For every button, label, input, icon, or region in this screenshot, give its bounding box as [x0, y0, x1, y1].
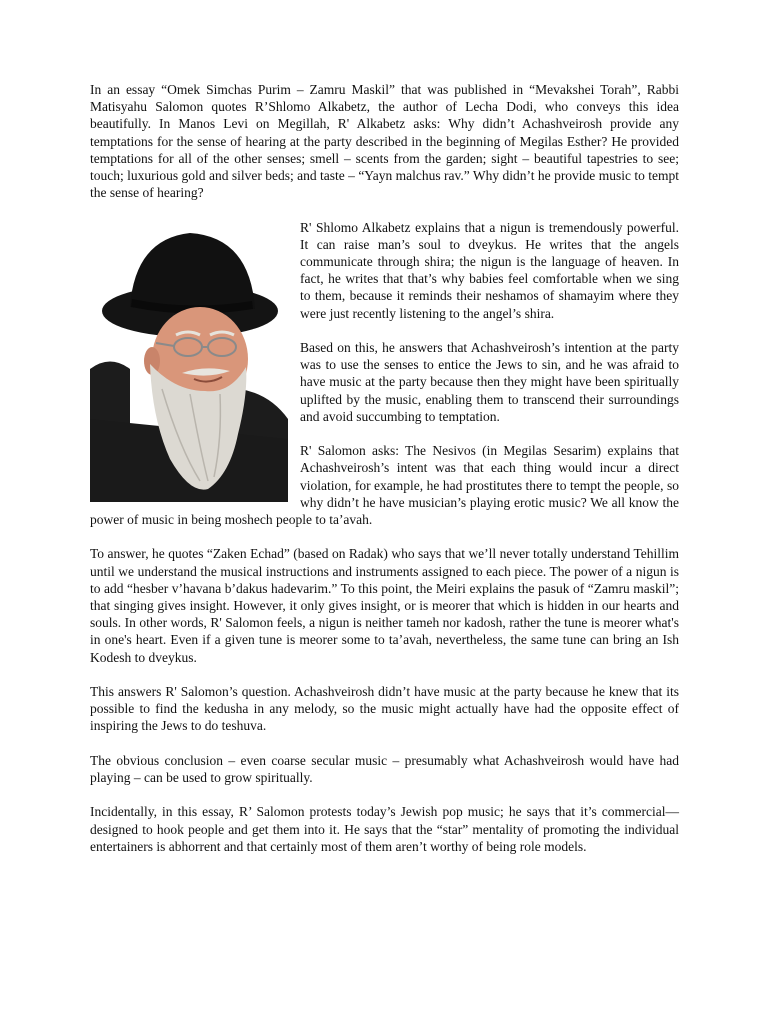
paragraph-intro: In an essay “Omek Simchas Purim – Zamru Maskil” that was published in “Mevakshei Torah”, Rabbi Matisyahu Salomon quotes R’Shlomo Alkabetz, the author of Lecha Dodi, who conveys this idea beautifully. In Manos Levi on Megillah, R' Alkabetz asks: Why didn’t Achashveirosh provide any temptations for the sense of hearing at the party described in the beginning of Megilas Esther? He provided temptations for all of the other senses; smell – scents from the garden; sight – beautiful tapestries to see; touch; luxurious gold and silver beds; and taste – “Yayn malchus rav.” Why didn’t he provide music to tempt the sense of hearing? [90, 82, 679, 201]
paragraph-conclusion: The obvious conclusion – even coarse secular music – presumably what Achashveirosh would have had playing – can be used to grow spiritually. [90, 752, 679, 786]
document-body [90, 81, 679, 872]
paragraph-answers-question: This answers R' Salomon’s question. Achashveirosh didn’t have music at the party because he knew that its possible to find the kedusha in any melody, so the music might actually have had the opposite effect of inspiring the Jews to do teshuva. [90, 684, 679, 734]
portrait-image [90, 219, 288, 502]
paragraph-zaken-echad: To answer, he quotes “Zaken Echad” (based on Radak) who says that we’ll never totally understand Tehillim until we understand the musical instructions and instruments assigned to each piece. The power of a nigun is to add “hesber v’havana b’dakus hadevarim.” To this point, the Meiri explains the pasuk of “Zamru maskil”; that singing gives insight. However, it only gives insight, or is meorer that which is hidden in our hearts and souls. In other words, R' Salomon feels, a nigun is neither tameh nor kadosh, rather the tune is meorer what's in one's heart. Even if a given tune is meorer some to ta’avah, nevertheless, the same tune can bring an Ish Kodesh to dveykus. [90, 546, 679, 665]
paragraph-pop-music: Incidentally, in this essay, R’ Salomon protests today’s Jewish pop music; he says that it’s commercial—designed to hook people and get them into it. He says that the “star” mentality of promoting the individual entertainers is abhorrent and that certainly most of them aren’t worthy of being role models. [90, 804, 679, 854]
rabbi-portrait-photo [90, 219, 288, 502]
paragraph-salomon-asks: R' Salomon asks: The Nesivos (in Megilas Sesarim) explains that Achashveirosh’s intent was that each thing would incur a direct violation, for example, he had prostitutes there to tempt the people, so why didn’t he have musician’s playing erotic music? We all know the power of music in being moshech people to ta’avah. [90, 443, 679, 528]
paragraph-answer-alkabetz: Based on this, he answers that Achashveirosh’s intention at the party was to use the senses to entice the Jews to sin, and he was afraid to have music at the party because then they might have been spiritually uplifted by the music, enabling them to transcend their surroundings and avoid succumbing to temptation. [300, 340, 679, 424]
paragraph-nigun-power: R' Shlomo Alkabetz explains that a nigun is tremendously powerful. It can raise man’s soul to dveykus. He writes that the angels communicate through shira; the nigun is the language of heaven. In fact, he writes that that’s why babies feel comfortable when we sing to them, because it reminds their neshamos of shamayim where they were just recently listening to the angel’s shira. [300, 219, 679, 321]
